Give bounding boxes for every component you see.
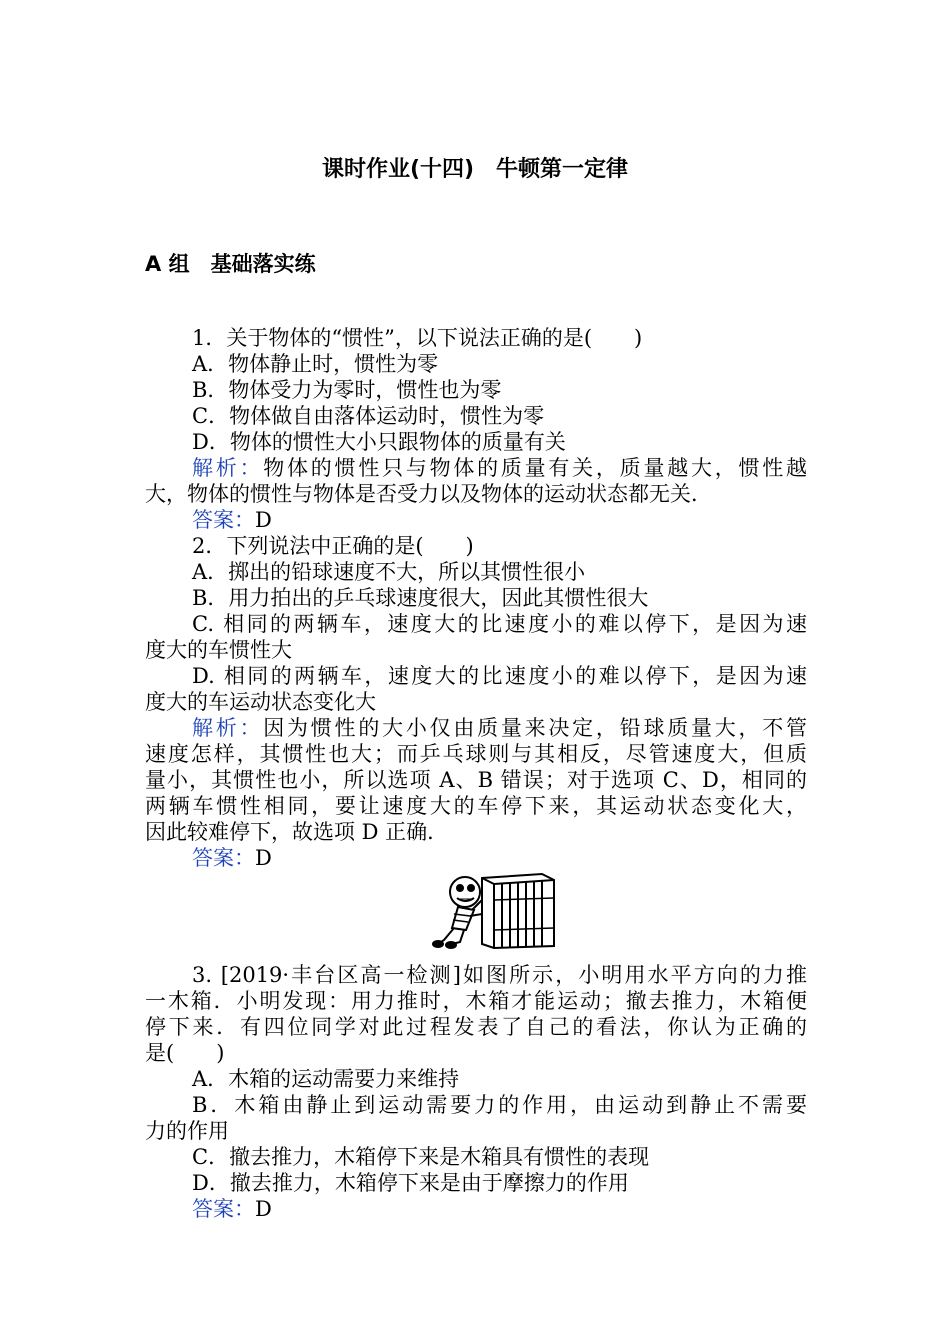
section-heading: A 组 基础落实练 bbox=[145, 252, 316, 276]
q2-analysis-line: 两辆车惯性相同，要让速度大的车停下来，其运动状态变化大， bbox=[145, 794, 807, 818]
q2-analysis-line bbox=[192, 715, 807, 741]
q1-option-b: B．物体受力为零时，惯性也为零 bbox=[192, 378, 502, 402]
analysis-label: 解析： bbox=[192, 456, 264, 480]
analysis-label: 解析： bbox=[192, 716, 264, 740]
q2-option-b: B．用力拍出的乒乓球速度很大，因此其惯性很大 bbox=[192, 586, 649, 610]
q1-option-a: A．物体静止时，惯性为零 bbox=[192, 352, 439, 376]
q3-option-d: D．撤去推力，木箱停下来是由于摩擦力的作用 bbox=[192, 1171, 629, 1195]
answer-label: 答案： bbox=[192, 846, 255, 870]
q2-analysis-line: 量小，其惯性也小，所以选项 A、B 错误；对于选项 C、D，相同的 bbox=[145, 768, 807, 792]
q1-analysis-line: 大，物体的惯性与物体是否受力以及物体的运动状态都无关． bbox=[145, 482, 712, 506]
q3-option-c: C．撤去推力，木箱停下来是木箱具有惯性的表现 bbox=[192, 1145, 650, 1169]
q2-option-a: A．掷出的铅球速度不大，所以其惯性很小 bbox=[192, 560, 586, 584]
q2-stem: 2．下列说法中正确的是( ) bbox=[192, 534, 474, 558]
q1-analysis-line bbox=[192, 455, 807, 481]
q2-option-c-cont: 度大的车惯性大 bbox=[145, 638, 292, 662]
answer-value: D bbox=[255, 846, 272, 870]
q1-option-d: D．物体的惯性大小只跟物体的质量有关 bbox=[192, 430, 566, 454]
analysis-text: 因为惯性的大小仅由质量来决定，铅球质量大，不管 bbox=[263, 716, 807, 740]
q1-stem: 1．关于物体的“惯性”，以下说法正确的是( ) bbox=[192, 326, 643, 350]
q3-stem: 3. [2019·丰台区高一检测]如图所示，小明用水平方向的力推 bbox=[192, 963, 807, 987]
answer-label: 答案： bbox=[192, 508, 255, 532]
q3-answer bbox=[192, 1196, 807, 1222]
q3-option-b-cont: 力的作用 bbox=[145, 1119, 229, 1143]
q3-stem-cont: 一木箱．小明发现：用力推时，木箱才能运动；撤去推力，木箱便 bbox=[145, 989, 807, 1013]
page-title: 课时作业(十四) 牛顿第一定律 bbox=[321, 157, 629, 182]
boy-pushing-box-illustration bbox=[430, 870, 562, 950]
q2-option-d: D. 相同的两辆车，速度大的比速度小的难以停下，是因为速 bbox=[192, 664, 807, 688]
q3-stem-cont: 是( ) bbox=[145, 1041, 225, 1065]
q2-option-c: C. 相同的两辆车，速度大的比速度小的难以停下，是因为速 bbox=[192, 612, 807, 636]
q2-analysis-line: 速度怎样，其惯性也大；而乒乓球则与其相反，尽管速度大，但质 bbox=[145, 742, 807, 766]
answer-label: 答案： bbox=[192, 1197, 255, 1221]
q1-option-c: C．物体做自由落体运动时，惯性为零 bbox=[192, 404, 545, 428]
q3-option-a: A．木箱的运动需要力来维持 bbox=[192, 1067, 460, 1091]
analysis-text: 物体的惯性只与物体的质量有关，质量越大，惯性越 bbox=[263, 456, 807, 480]
answer-value: D bbox=[255, 1197, 272, 1221]
q1-answer bbox=[192, 507, 807, 533]
q2-option-d-cont: 度大的车运动状态变化大 bbox=[145, 690, 376, 714]
q2-answer bbox=[192, 845, 807, 871]
q3-stem-cont: 停下来．有四位同学对此过程发表了自己的看法，你认为正确的 bbox=[145, 1015, 807, 1039]
q3-option-b: B．木箱由静止到运动需要力的作用，由运动到静止不需要 bbox=[192, 1093, 807, 1117]
q2-analysis-line: 因此较难停下，故选项 D 正确． bbox=[145, 820, 449, 844]
answer-value: D bbox=[255, 508, 272, 532]
